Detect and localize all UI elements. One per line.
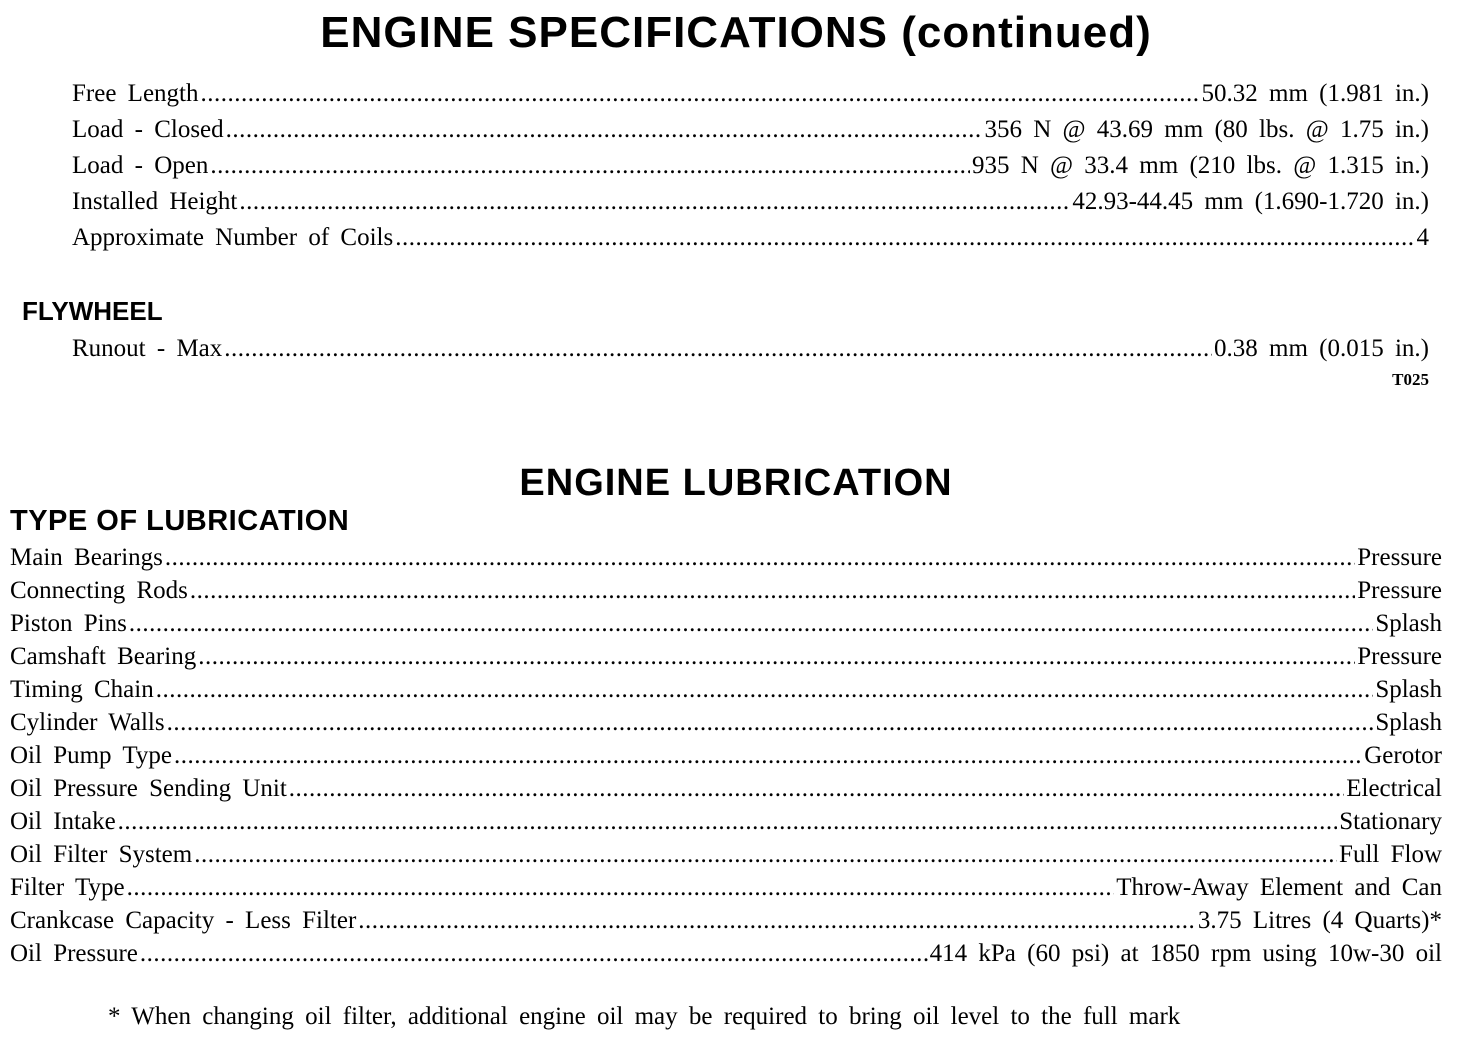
dot-leader <box>224 331 1212 367</box>
dot-leader <box>165 541 1355 574</box>
spec-row <box>10 838 1442 871</box>
spec-label: Oil Intake <box>10 808 116 835</box>
spec-row <box>10 607 1442 640</box>
valve-spring-spec-list <box>72 76 1429 256</box>
dot-leader <box>156 673 1374 706</box>
spec-value: 50.32 mm (1.981 in.) <box>1201 80 1429 107</box>
spec-label: Main Bearings <box>10 544 163 571</box>
spec-row <box>72 76 1429 112</box>
dot-leader <box>140 937 928 970</box>
spec-row <box>72 220 1429 256</box>
spec-row <box>10 541 1442 574</box>
spec-value: 3.75 Litres (4 Quarts)* <box>1197 907 1442 934</box>
spec-row <box>10 739 1442 772</box>
footnote: * When changing oil filter, additional engine oil may be required to bring oil level to the full mark <box>108 1003 1181 1030</box>
spec-row <box>72 331 1429 367</box>
spec-label: Filter Type <box>10 874 125 901</box>
spec-label: Oil Pump Type <box>10 742 172 769</box>
spec-row <box>10 706 1442 739</box>
spec-label: Free Length <box>72 80 199 107</box>
dot-leader <box>289 772 1344 805</box>
spec-value: 414 kPa (60 psi) at 1850 rpm using 10w-30 oil <box>929 940 1442 967</box>
spec-label: Piston Pins <box>10 610 127 637</box>
dot-leader <box>200 76 1199 112</box>
spec-label: Timing Chain <box>10 676 154 703</box>
spec-value: 935 N @ 33.4 mm (210 lbs. @ 1.315 in.) <box>971 152 1429 179</box>
spec-value: Splash <box>1375 610 1442 637</box>
spec-row <box>10 673 1442 706</box>
spec-row <box>10 871 1442 904</box>
dot-leader <box>190 574 1355 607</box>
dot-leader <box>395 220 1414 256</box>
dot-leader <box>118 805 1338 838</box>
dot-leader <box>358 904 1196 937</box>
dot-leader <box>127 871 1115 904</box>
spec-value: Gerotor <box>1364 742 1442 769</box>
dot-leader <box>198 640 1355 673</box>
dot-leader <box>174 739 1362 772</box>
spec-value: Splash <box>1375 676 1442 703</box>
spec-value: Pressure <box>1357 577 1442 604</box>
spec-label: Approximate Number of Coils <box>72 224 394 251</box>
spec-value: Pressure <box>1357 643 1442 670</box>
spec-row <box>10 574 1442 607</box>
dot-leader <box>239 184 1070 220</box>
flywheel-spec-list <box>72 331 1429 367</box>
spec-label: Camshaft Bearing <box>10 643 197 670</box>
spec-value: 0.38 mm (0.015 in.) <box>1214 335 1429 362</box>
flywheel-heading: FLYWHEEL <box>22 296 163 326</box>
page-title: ENGINE SPECIFICATIONS (continued) <box>320 8 1152 57</box>
spec-value: 4 <box>1416 224 1429 251</box>
spec-label: Oil Pressure <box>10 940 138 967</box>
dot-leader <box>167 706 1374 739</box>
spec-row <box>72 184 1429 220</box>
spec-label: Oil Filter System <box>10 841 193 868</box>
spec-value: Electrical <box>1346 775 1442 802</box>
dot-leader <box>129 607 1373 640</box>
spec-value: 356 N @ 43.69 mm (80 lbs. @ 1.75 in.) <box>984 116 1429 143</box>
spec-value: Splash <box>1375 709 1442 736</box>
spec-value: Full Flow <box>1339 841 1442 868</box>
spec-value: Stationary <box>1339 808 1442 835</box>
dot-leader <box>194 838 1337 871</box>
spec-row <box>72 112 1429 148</box>
spec-value: Throw-Away Element and Can <box>1116 874 1442 901</box>
spec-label: Connecting Rods <box>10 577 188 604</box>
spec-row <box>10 805 1442 838</box>
spec-label: Load - Open <box>72 152 209 179</box>
spec-row <box>72 148 1429 184</box>
lubrication-type-heading: TYPE OF LUBRICATION <box>10 505 350 537</box>
reference-code: T025 <box>1392 370 1429 389</box>
spec-value: 42.93-44.45 mm (1.690-1.720 in.) <box>1072 188 1429 215</box>
section-title: ENGINE LUBRICATION <box>519 462 953 504</box>
spec-row <box>10 937 1442 970</box>
spec-label: Runout - Max <box>72 335 223 362</box>
dot-leader <box>210 148 970 184</box>
dot-leader <box>226 112 983 148</box>
spec-row <box>10 772 1442 805</box>
spec-label: Oil Pressure Sending Unit <box>10 775 287 802</box>
spec-row <box>10 904 1442 937</box>
lubrication-spec-list <box>10 541 1442 970</box>
spec-value: Pressure <box>1357 544 1442 571</box>
spec-row <box>10 640 1442 673</box>
spec-label: Crankcase Capacity - Less Filter <box>10 907 357 934</box>
spec-label: Cylinder Walls <box>10 709 165 736</box>
spec-label: Load - Closed <box>72 116 224 143</box>
spec-label: Installed Height <box>72 188 238 215</box>
